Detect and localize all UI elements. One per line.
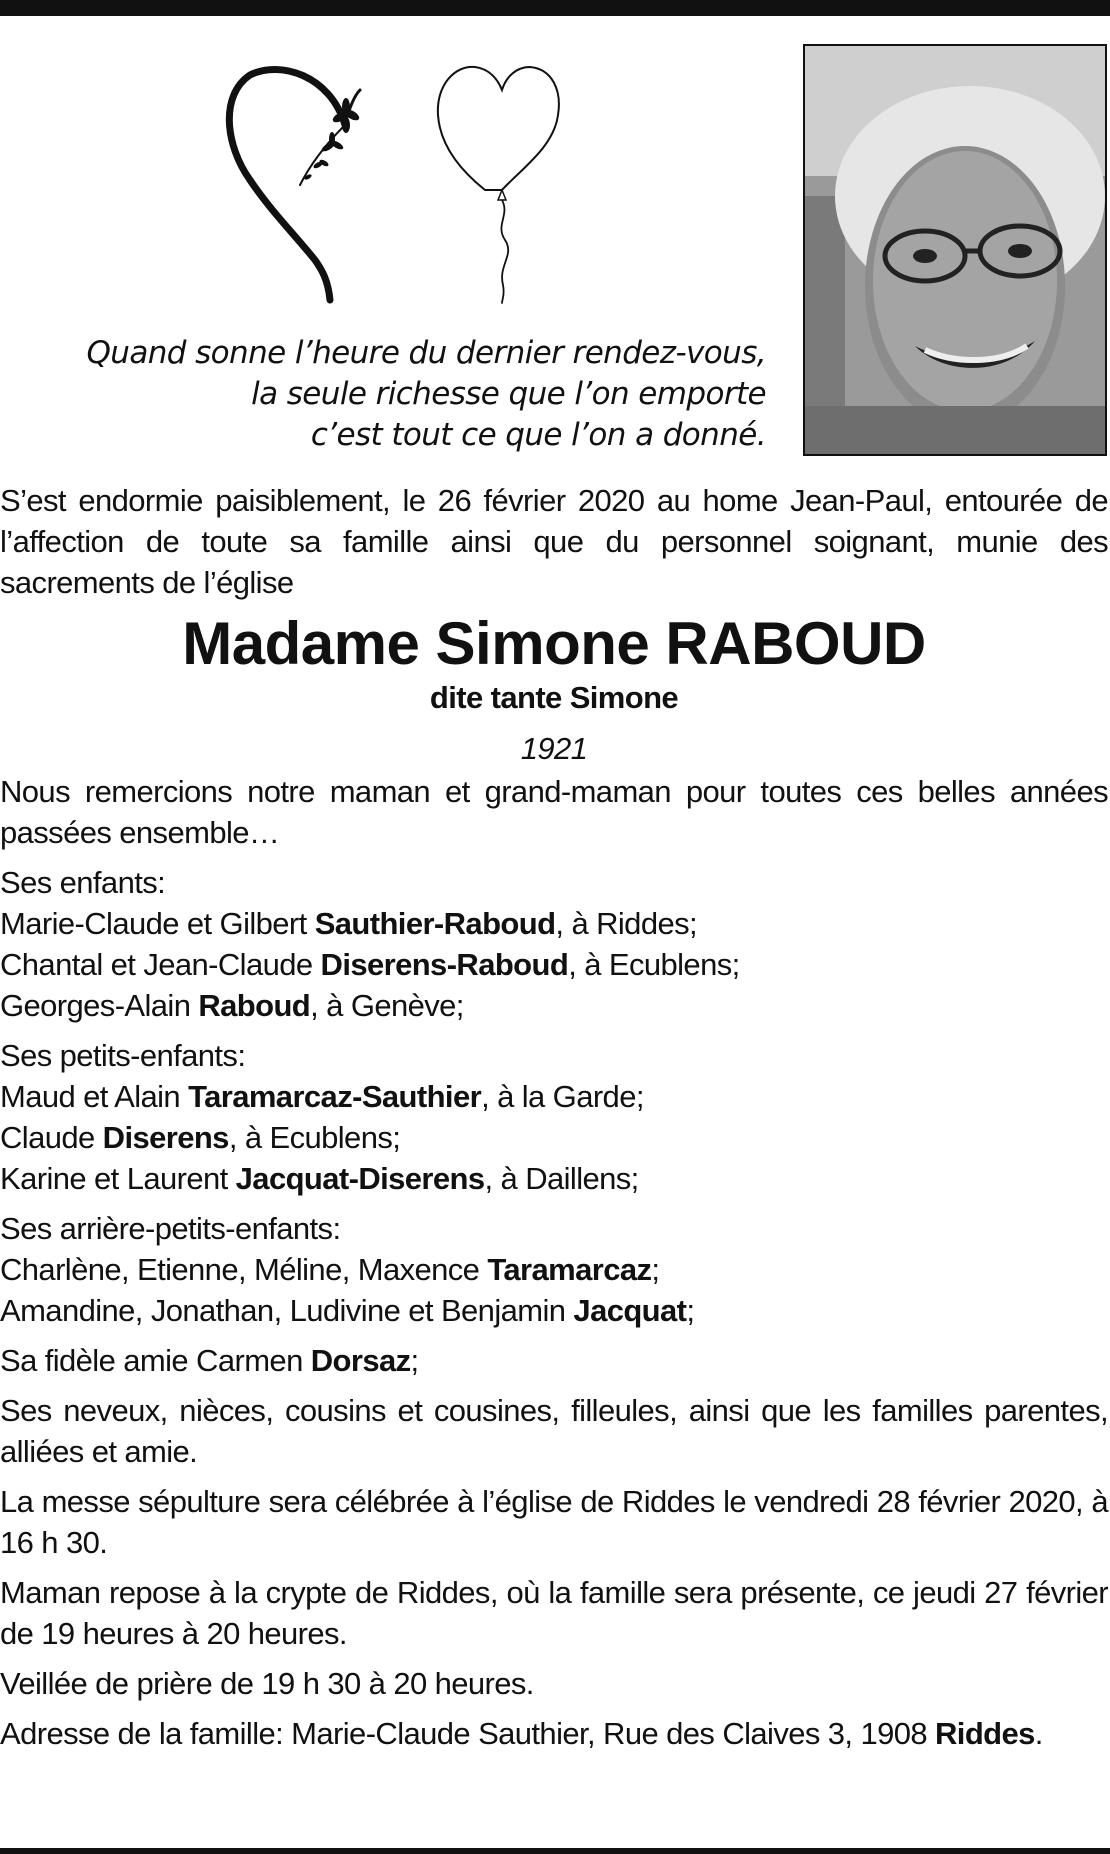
family-entry <box>0 944 1108 985</box>
entry-surname: Diserens-Raboud <box>320 947 569 982</box>
flower-heart-icon <box>229 69 361 300</box>
vigil-text: Veillée de prière de 19 h 30 à 20 heures. <box>0 1666 534 1701</box>
relatives-text: Ses neveux, nièces, cousins et cousines, filleules, ainsi que les familles parentes, alliées et amie. <box>0 1393 1108 1469</box>
family-entry <box>0 1076 1108 1117</box>
entry-prefix: Sa fidèle amie Carmen <box>0 1343 311 1378</box>
thanks-text: Nous remercions notre maman et grand-maman pour toutes ces belles années passées ensemble… <box>0 774 1108 850</box>
entry-suffix: ; <box>651 1252 660 1287</box>
entry-surname: Taramarcaz <box>487 1252 652 1287</box>
entry-surname: Raboud <box>198 988 311 1023</box>
address-town: Riddes <box>935 1716 1035 1751</box>
children-section <box>0 862 1108 1026</box>
family-entry <box>0 985 1108 1026</box>
entry-prefix: Claude <box>0 1120 103 1155</box>
entry-prefix: Chantal et Jean-Claude <box>0 947 321 982</box>
notice-body <box>0 480 1108 1754</box>
deceased-name: Madame Simone RABOUD <box>182 610 926 677</box>
entry-prefix: Maud et Alain <box>0 1079 189 1114</box>
family-entry <box>0 1117 1108 1158</box>
entry-suffix: , à Ecublens; <box>568 947 740 982</box>
entry-surname: Taramarcaz-Sauthier <box>188 1079 482 1114</box>
entry-surname: Jacquat <box>573 1293 687 1328</box>
poem-line: c’est tout ce que l’on a donné. <box>310 417 766 453</box>
mass-text: La messe sépulture sera célébrée à l’église de Riddes le vendredi 28 février 2020, à 16 h 30. <box>0 1484 1108 1560</box>
portrait-image <box>805 46 1105 454</box>
entry-prefix: Marie-Claude et Gilbert <box>0 906 315 941</box>
entry-surname: Sauthier-Raboud <box>314 906 556 941</box>
entry-prefix: Georges-Alain <box>0 988 199 1023</box>
entry-surname: Jacquat-Diserens <box>235 1161 485 1196</box>
intro-text: S’est endormie paisiblement, le 26 février 2020 au home Jean-Paul, entourée de l’affection de toute sa famille ainsi que du personnel soignant, munie des sacrements de l’église <box>0 483 1108 600</box>
entry-suffix: , à Riddes; <box>555 906 698 941</box>
entry-suffix: ; <box>686 1293 695 1328</box>
birth-year: 1921 <box>520 731 588 766</box>
entry-suffix: ; <box>410 1343 419 1378</box>
entry-surname: Diserens <box>102 1120 229 1155</box>
address-suffix: . <box>1034 1716 1043 1751</box>
entry-suffix: , à Ecublens; <box>228 1120 401 1155</box>
entry-prefix: Karine et Laurent <box>0 1161 236 1196</box>
entry-suffix: , à Genève; <box>310 988 464 1023</box>
friend-entry <box>0 1340 1108 1381</box>
viewing-text: Maman repose à la crypte de Riddes, où la famille sera présente, ce jeudi 27 février de 19 heures à 20 heures. <box>0 1575 1108 1651</box>
section-heading: Ses arrière-petits-enfants: <box>0 1211 341 1246</box>
address-prefix: Adresse de la famille: Marie-Claude Sauthier, Rue des Claives 3, 1908 <box>0 1716 936 1751</box>
entry-suffix: , à la Garde; <box>481 1079 644 1114</box>
poem <box>40 333 766 456</box>
hearts-illustration <box>210 55 610 305</box>
poem-line: la seule richesse que l’on emporte <box>251 376 766 412</box>
heart-balloon-icon <box>438 67 559 303</box>
entry-prefix: Amandine, Jonathan, Ludivine et Benjamin <box>0 1293 574 1328</box>
great-grandchildren-section <box>0 1208 1108 1331</box>
poem-line: Quand sonne l’heure du dernier rendez-vous, <box>86 335 766 371</box>
entry-suffix: , à Daillens; <box>484 1161 639 1196</box>
bottom-rule <box>0 1848 1110 1854</box>
entry-prefix: Charlène, Etienne, Méline, Maxence <box>0 1252 488 1287</box>
section-heading: Ses enfants: <box>0 865 166 900</box>
family-address <box>0 1713 1108 1754</box>
deceased-nickname: dite tante Simone <box>429 680 679 715</box>
family-entry <box>0 1158 1108 1199</box>
grandchildren-section <box>0 1035 1108 1199</box>
family-entry <box>0 1290 1108 1331</box>
family-entry <box>0 1249 1108 1290</box>
portrait-photo <box>803 44 1107 456</box>
top-rule <box>0 0 1110 16</box>
entry-surname: Dorsaz <box>310 1343 411 1378</box>
family-entry <box>0 903 1108 944</box>
section-heading: Ses petits-enfants: <box>0 1038 246 1073</box>
